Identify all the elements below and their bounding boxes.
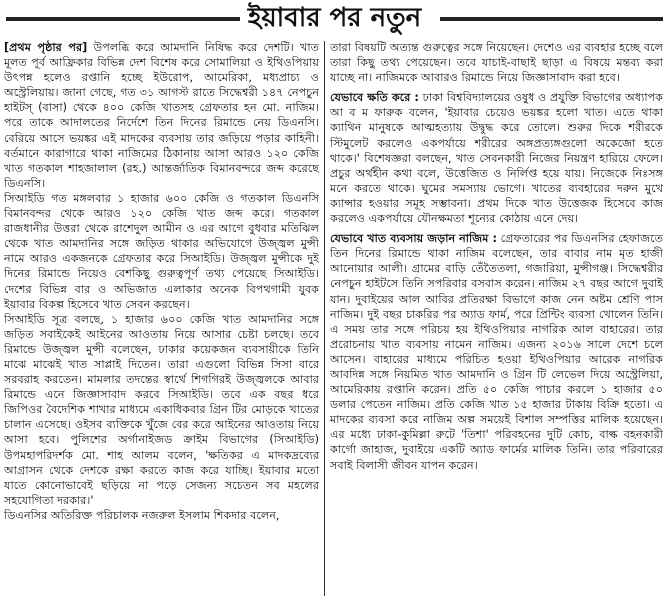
section-harm <box>330 90 663 226</box>
article-column-right <box>330 40 663 596</box>
article-headline: ইয়াবার পর নতুন <box>240 0 429 41</box>
continued-from-marker: [প্রথম পৃষ্ঠার পর] <box>4 41 88 54</box>
paragraph-4: ডিএনসির অতিরিক্ত পরিচালক নজরুল ইসলাম শিকদার বলেন, <box>4 508 280 522</box>
section-harm-body: ঢাকা বিশ্ববিদ্যালয়ের ওষুধ ও প্রযুক্তি বিভাগের অধ্যাপক আ ব ম ফারুক বলেন, 'ইয়াবার চেয়েও ভয়ঙ্কর হলো খাত। এতে থাকা ক্যাথিন মানুষকে আত্মহত্যায় উদ্বুদ্ধ করে তোলে। শুরুর দিকে শরীরকে স্টিমুলেট করলেও একপর্যায়ে শরীরের অঙ্গপ্রত্যঙ্গগুলো অকেজো হতে থাকে।' বিশেষজ্ঞরা বলছেন, খাত সেবনকারী নিজের নিয়ন্ত্রণ হারিয়ে ফেলে। প্রচুর অর্থহীন কথা বলে, উত্তেজিত ও নির্লিপ্ত হয়ে যায়। নিজেকে নিঃসঙ্গ মনে করতে থাকে। ঘুমের সমস্যায় ভোগে। খাতের ব্যবহারের দরুন মুখে ক্যান্সার হওয়ার সমূহ সম্ভাবনা। প্রথম দিকে খাত উত্তেজক হিসেবে কাজ করলেও একপর্যায়ে যৌনক্ষমতা শূন্যের কোঠায় এনে দেয়। <box>330 91 663 226</box>
paragraph-1-text: উপলব্ধি করে আমদানি নিষিদ্ধ করে দেশটি। খাত মূলত পূর্ব আফ্রিকার বিভিন্ন দেশ বিশেষ করে সোমালিয়া ও ইথিওপিয়ায় উৎপন্ন হলেও রপ্তানি হচ্ছে ইউরোপ, আমেরিকা, মধ্যপ্রাচ্য ও অস্ট্রেলিয়ায়। জানা গেছে, গত ৩১ আগস্ট রাতে সিদ্ধেশ্বরী ১৪৭ নেপচুন হাইটস্ (বাসা) থেকে ৪০০ কেজি খাতসহ গ্রেফতার হন মো. নাজিম। পরে তাকে আদালতের নির্দেশে তিন দিনের রিমান্ডে নেয় ডিএনসি। বেরিয়ে আসে ভয়ঙ্কর এই মাদকের ব্যবসায় তার জড়িয়ে পড়ার কাহিনী। বর্তমানে কারাগারে থাকা নাজিমের ঠিকানায় আসা আরও ১২০ কেজি খাত গতকাল শাহজালাল (রহ.) আন্তর্জাতিক বিমানবন্দরে জব্দ করেছে ডিএনসি। <box>4 41 319 190</box>
paragraph-1 <box>4 40 319 191</box>
headline-bar <box>0 0 669 38</box>
article-column-left <box>4 40 319 596</box>
column-divider <box>324 40 325 596</box>
headline-rule-left <box>6 17 254 21</box>
section-harm-heading: যেভাবে ক্ষতি করে : <box>330 91 419 105</box>
intro-paragraph: তারা বিষয়টি অত্যন্ত গুরুত্বের সঙ্গে নিয়েছেন। দেশেও এর ব্যবহার হচ্ছে বলে তারা কিছু তথ্য পেয়েছেন। তবে যাচাই-বাছাই ছাড়া এ বিষয়ে মন্তব্য করা যাচ্ছে না। নাজিমকে আবারও রিমান্ডে নিয়ে জিজ্ঞাসাবাদ করা হবে। <box>330 41 663 85</box>
paragraph-3: সিআইডি সূত্র বলছে, ১ হাজার ৬০০ কেজি খাত আমদানির সঙ্গে জড়িত সবাইকেই আইনের আওতায় নিয়ে আসার চেষ্টা চলছে। তবে রিমান্ডে উজ্জ্বল মুন্সী বলেছেন, ঢাকার কয়েকজন ব্যবসায়ীকে তিনি মাঝে মাঝেই খাত সাপ্লাই দিতেন। তারা এগুলো বিভিন্ন সিসা বারে সরবরাহ করতেন। মামলার তদন্তের স্বার্থে শিগগিরই উজ্জ্বলকে আবার রিমান্ডে এনে জিজ্ঞাসাবাদ করবে সিআইডি। তবে এক বছর ধরে জিপিওর বৈদেশিক শাখার মাধ্যমে একাধিকবার গ্রিন টির মোড়কে খাতের চালান এসেছে। ওইসব ব্যক্তিকে খুঁজে বের করে আইনের আওতায় নিয়ে আসা হবে। পুলিশের অর্গানাইজড ক্রাইম বিভাগের (সিআইডি) উপমহাপরিদর্শক মো. শাহ আলম বলেন, 'ক্ষতিকর এ মাদকদ্রব্যের আগ্রাসন থেকে দেশকে রক্ষা করতে কাজ করে যাচ্ছি। ইয়াবার মতো যাতে কোনোভাবেই ছড়িয়ে না পড়ে সেজন্য সচেতন সব মহলের সহযোগিতা দরকার।' <box>4 312 319 507</box>
headline-rule-right <box>440 17 663 21</box>
section-nazim-body: গ্রেফতারের পর ডিএনসির হেফাজতে তিন দিনের রিমান্ডে থাকা নাজিম বলেছেন, তার বাবার নাম মৃত হাজী আনোয়ার আলী। গ্রামের বাড়ি তেঁতৈতলা, গজারিয়া, মুন্সীগঞ্জ। সিদ্ধেশ্বরীর নেপচুন হাইটসে তিনি সপরিবার বসবাস করেন। নাজিম ২৭ বছর আগে দুবাই যান। দুবাইয়ের আল আবির প্রতিরক্ষা বিভাগে কাজ নেন অষ্টম শ্রেণি পাস নাজিম। দুই বছর চাকরির পর অ্যাড ফার্ম, পরে প্রিন্টিং ব্যবসা খোলেন তিনি। এ সময় তার সঙ্গে পরিচয় হয় ইথিওপিয়ার নাগরিক আল বাহারের। তার প্ররোচনায় খাত ব্যবসায় নামেন নাজিম। এজন্য ২০১৬ সালে দেশে চলে আসেন। বাহারের মাধ্যমে পরিচিত হওয়া ইথিওপিয়ার আরেক নাগরিক আবদিন্ন সঙ্গে নিয়মিত খাত আমদানি ও গ্রিন টি লেভেল দিয়ে অস্ট্রেলিয়া, আমেরিকায় রপ্তানি করেন। প্রতি ৫০ কেজি পাচার করলে ১ হাজার ৫০ ডলার পেতেন নাজিম। প্রতি কেজি খাত ১৫ হাজার টাকায় বিক্রি হতো। এ মাদকের ব্যবসা করে নাজিম অল্প সময়েই বিশাল সম্পত্তির মালিক হয়েছেন। এর মধ্যে ঢাকা-কুমিল্লা রুটে 'তিশা' পরিবহনের দুটি কোচ, বাল্ক বহনকারী কার্গো জাহাজ, দুবাইয়ে একটি অ্যাড ফার্মের মালিক তিনি। তার পরিবারের সবাই বিলাসী জীবন যাপন করেন। <box>330 232 663 472</box>
paragraph-2: সিআইডি গত মঙ্গলবার ১ হাজার ৬০০ কেজি ও গতকাল ডিএনসি বিমানবন্দর থেকে আরও ১২০ কেজি খাত জব্দ করে। গতকাল রাজধানীর উত্তরা থেকে রাশেদুল আমীন ও এর আগে বুধবার মতিঝিল থেকে খাত আমদানির সঙ্গে জড়িত থাকার অভিযোগে উজ্জ্বল মুন্সী নামে আরও একজনকে গ্রেফতার করে সিআইডি। উজ্জ্বল মুন্সীকে দুই দিনের রিমান্ডে নিয়েও বেশকিছু গুরুত্বপূর্ণ তথ্য পেয়েছে সিআইডি। দেশের বিভিন্ন বার ও অভিজাত এলাকার অনেক বিপথগামী যুবক ইয়াবার বিকল্প হিসেবে খাত সেবন করছেন। <box>4 191 319 311</box>
section-nazim <box>330 231 663 473</box>
section-nazim-heading: যেভাবে খাত ব্যবসায় জড়ান নাজিম : <box>330 232 497 246</box>
